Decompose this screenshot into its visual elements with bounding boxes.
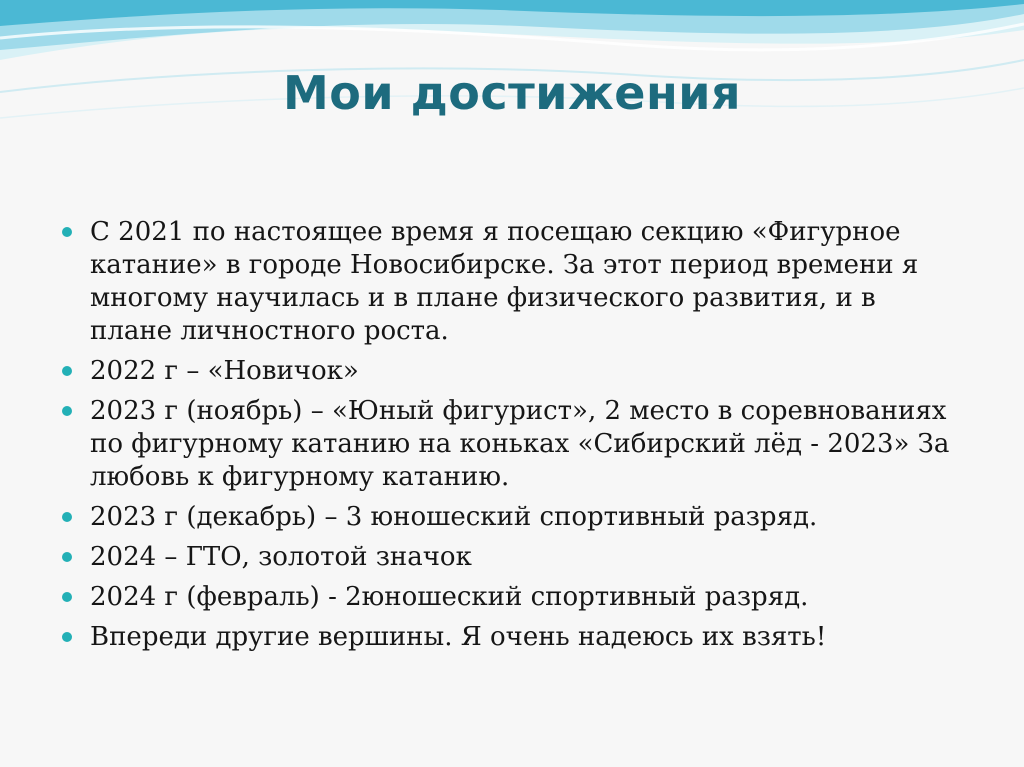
bullet-icon [62, 592, 72, 602]
achievements-list [62, 216, 962, 654]
list-item [62, 355, 962, 388]
list-item-text: 2022 г – «Новичок» [90, 356, 359, 386]
list-item [62, 621, 962, 654]
list-item-text: С 2021 по настоящее время я посещаю секцию «Фигурное катание» в городе Новосибирске. За этот период времени я многому научилась и в плане физического развития, и в плане личностного роста. [90, 217, 919, 346]
list-item [62, 501, 962, 534]
bullet-icon [62, 366, 72, 376]
list-item-text: 2024 г (февраль) - 2юношеский спортивный разряд. [90, 582, 809, 612]
bullet-icon [62, 406, 72, 416]
list-item-text: 2023 г (декабрь) – 3 юношеский спортивный разряд. [90, 502, 818, 532]
bullet-icon [62, 227, 72, 237]
list-item-text: 2024 – ГТО, золотой значок [90, 542, 472, 572]
list-item-text: Впереди другие вершины. Я очень надеюсь их взять! [90, 622, 827, 652]
list-item-text: 2023 г (ноябрь) – «Юный фигурист», 2 место в соревнованиях по фигурному катанию на коньках «Сибирский лёд - 2023» За любовь к фигурному катанию. [90, 396, 950, 492]
list-item [62, 395, 962, 494]
bullet-icon [62, 632, 72, 642]
bullet-icon [62, 552, 72, 562]
list-item [62, 541, 962, 574]
slide-content [62, 216, 962, 661]
slide-title: Мои достижения [282, 66, 742, 120]
list-item [62, 581, 962, 614]
list-item [62, 216, 962, 348]
bullet-icon [62, 512, 72, 522]
